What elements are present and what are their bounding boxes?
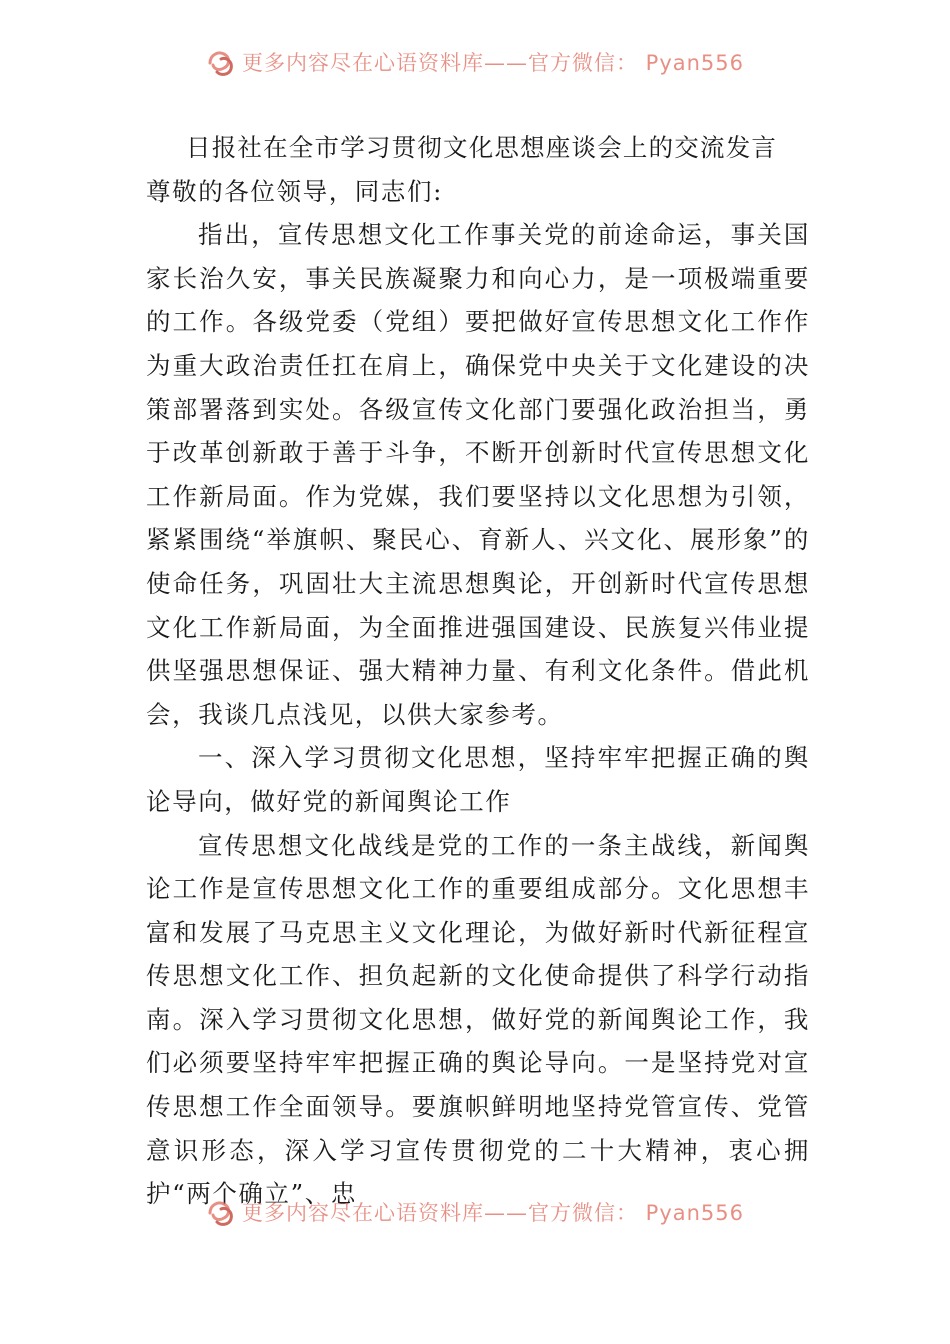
salutation: 尊敬的各位领导，同志们: [146,176,443,206]
watermark-logo-icon [206,50,236,77]
paragraph-section-1: 宣传思想文化战线是党的工作的一条主战线，新闻舆论工作是宣传思想文化工作的重要组成部分。文化思想丰富和发展了马克思主义文化理论，为做好新时代新征程宣传思想文化工作、担负起新的文化使命提供了科学行动指南。深入学习贯彻文化思想，做好党的新闻舆论工作，我们必须要坚持牢牢把握正确的舆论导向。一是坚持党对宣传思想工作全面领导。要旗帜鲜明地坚持党管宣传、党管意识形态，深入学习宣传贯彻党的二十大精神，衷心拥护“两个确立”、忠 [146,830,810,1209]
watermark-text: 更多内容尽在心语资料库——官方微信： Pyan556 [241,1201,745,1225]
watermark-text: 更多内容尽在心语资料库——官方微信： Pyan556 [241,51,745,75]
section-heading-1: 一、深入学习贯彻文化思想，坚持牢牢把握正确的舆论导向，做好党的新闻舆论工作 [146,743,810,816]
watermark-logo-icon [206,1200,236,1227]
watermark-footer [0,1200,950,1240]
document-body [146,126,810,1216]
paragraph-intro: 指出，宣传思想文化工作事关党的前途命运，事关国家长治久安，事关民族凝聚力和向心力，是一项极端重要的工作。各级党委（党组）要把做好宣传思想文化工作作为重大政治责任扛在肩上，确保党中央关于文化建设的决策部署落到实处。各级宣传文化部门要强化政治担当，勇于改革创新敢于善于斗争，不断开创新时代宣传思想文化工作新局面。作为党媒，我们要坚持以文化思想为引领，紧紧围绕“举旗帜、聚民心、育新人、兴文化、展形象”的使命任务，巩固壮大主流思想舆论，开创新时代宣传思想文化工作新局面，为全面推进强国建设、民族复兴伟业提供坚强思想保证、强大精神力量、有利文化条件。借此机会，我谈几点浅见，以供大家参考。 [146,220,810,729]
watermark-header [0,50,950,90]
document-title: 日报社在全市学习贯彻文化思想座谈会上的交流发言 [186,133,778,162]
